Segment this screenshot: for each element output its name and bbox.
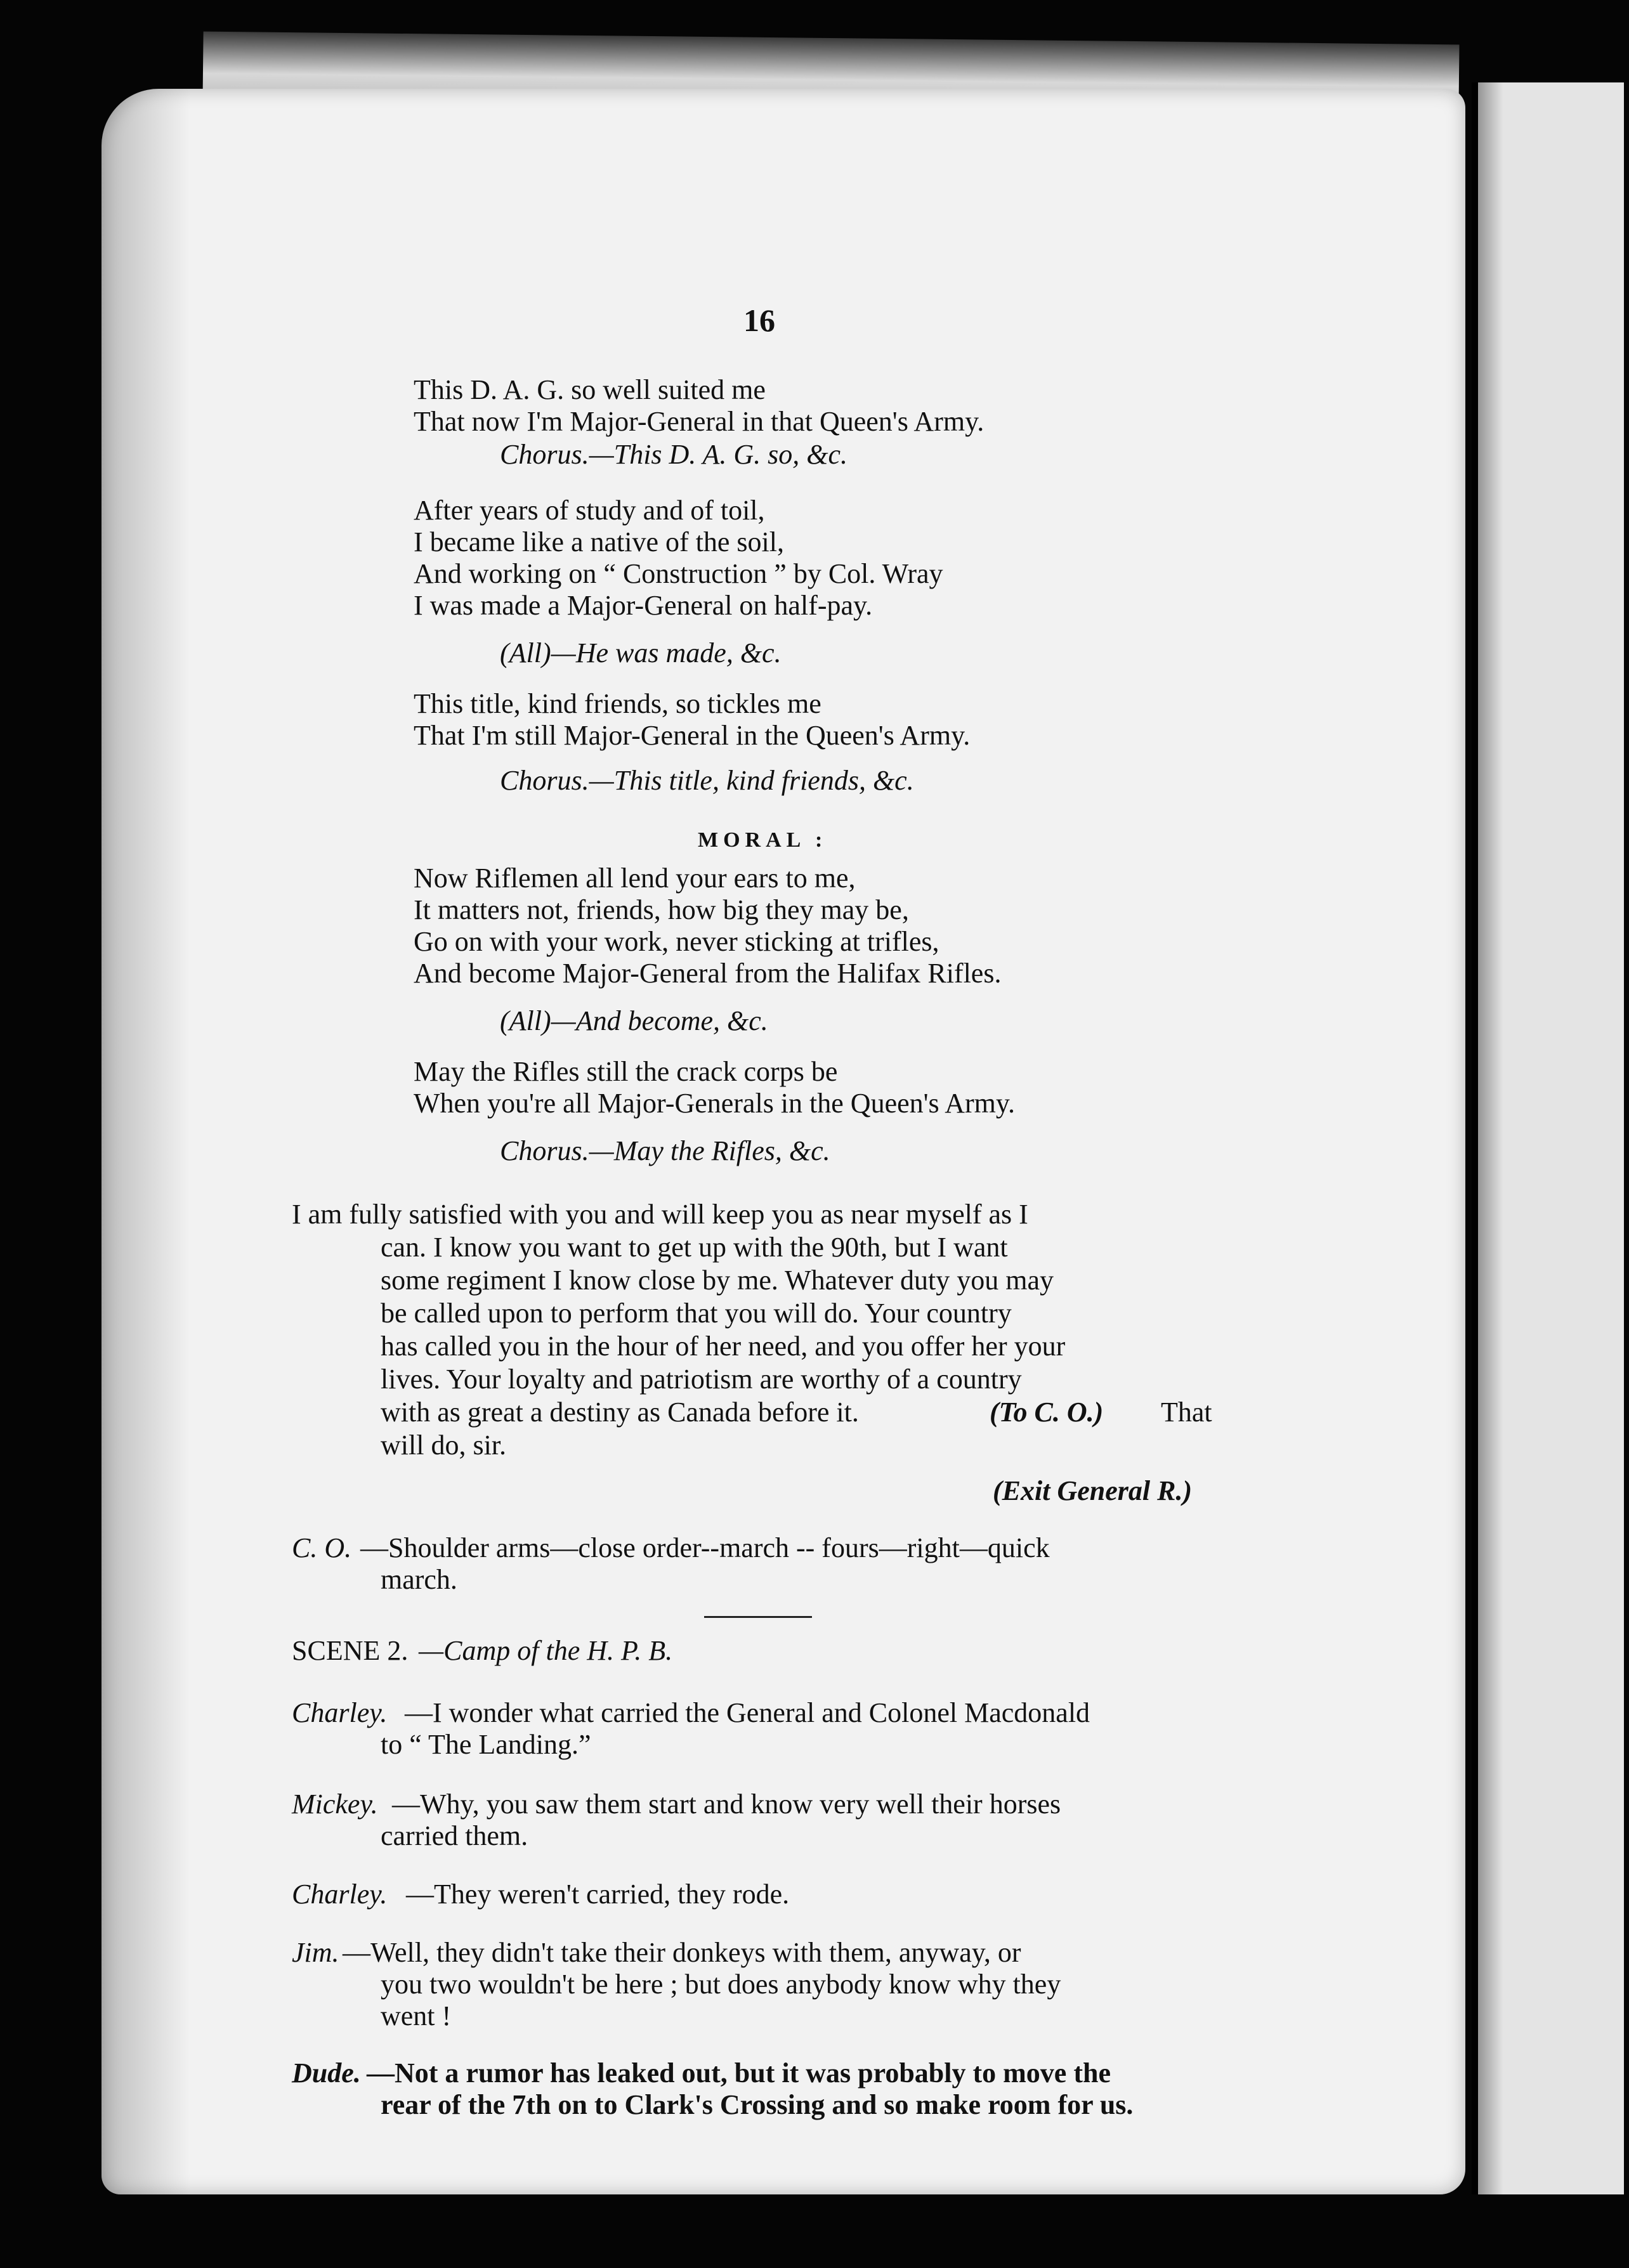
refrain-line: (All)—And become, &c. — [500, 1005, 768, 1036]
verse-line: When you're all Major-Generals in the Queen's Army. — [414, 1088, 1016, 1119]
speech-line: has called you in the hour of her need, and you offer her your — [381, 1331, 1066, 1362]
verse-line: Go on with your work, never sticking at trifles, — [414, 926, 939, 957]
scene-label: SCENE 2. — [292, 1635, 409, 1666]
verse-line: This D. A. G. so well suited me — [414, 374, 766, 405]
dialogue-line: —They weren't carried, they rode. — [406, 1879, 790, 1910]
speech-line: some regiment I know close by me. Whatever duty you may — [381, 1265, 1054, 1296]
dialogue-line: went ! — [381, 2000, 452, 2031]
exit-direction: (Exit General R.) — [993, 1475, 1193, 1506]
speaker-label: Charley. — [292, 1697, 388, 1728]
verse-line: May the Rifles still the crack corps be — [414, 1056, 838, 1087]
verse-line: That I'm still Major-General in the Queen's Army. — [414, 720, 971, 751]
chorus-line: Chorus.—This title, kind friends, &c. — [500, 765, 914, 796]
verse-line: It matters not, friends, how big they may be, — [414, 894, 909, 925]
speech-line: be called upon to perform that you will do. Your country — [381, 1298, 1012, 1329]
verse-line: That now I'm Major-General in that Queen's Army. — [414, 406, 985, 437]
dialogue-line: —Why, you saw them start and know very well their horses — [392, 1789, 1061, 1820]
stage-direction: (To C. O.) — [990, 1397, 1104, 1428]
speech-line: with as great a destiny as Canada before it. — [381, 1397, 859, 1428]
speaker-label: Jim. — [292, 1937, 339, 1968]
speech-line: can. I know you want to get up with the 90th, but I want — [381, 1232, 1008, 1263]
dialogue-line: —Not a rumor has leaked out, but it was probably to move the — [367, 2057, 1111, 2089]
command-line: march. — [381, 1564, 457, 1595]
speaker-label: C. O. — [292, 1532, 352, 1563]
moral-heading: MORAL : — [698, 828, 828, 852]
command-line: —Shoulder arms—close order--march -- fours—right—quick — [360, 1532, 1050, 1563]
dialogue-line: —Well, they didn't take their donkeys with them, anyway, or — [343, 1937, 1021, 1968]
speech-line: That — [1161, 1397, 1212, 1428]
speaker-label: Charley. — [292, 1879, 388, 1910]
refrain-line: (All)—He was made, &c. — [500, 637, 782, 668]
page-content — [101, 89, 1465, 2194]
chorus-line: Chorus.—This D. A. G. so, &c. — [500, 439, 848, 470]
scene-title: —Camp of the H. P. B. — [419, 1635, 673, 1666]
speaker-label: Mickey. — [292, 1789, 378, 1820]
facing-page-edge — [1472, 82, 1624, 2194]
speaker-label: Dude. — [292, 2057, 361, 2089]
speech-line: will do, sir. — [381, 1430, 507, 1461]
speech-line: I am fully satisfied with you and will keep you as near myself as I — [292, 1199, 1028, 1230]
verse-line: And working on “ Construction ” by Col. Wray — [414, 558, 943, 589]
dialogue-line: to “ The Landing.” — [381, 1729, 591, 1760]
dialogue-line: rear of the 7th on to Clark's Crossing and so make room for us. — [381, 2089, 1134, 2120]
book-page — [101, 89, 1465, 2194]
verse-line: Now Riflemen all lend your ears to me, — [414, 863, 856, 894]
dialogue-line: carried them. — [381, 1820, 528, 1851]
chorus-line: Chorus.—May the Rifles, &c. — [500, 1135, 830, 1166]
dialogue-line: —I wonder what carried the General and Colonel Macdonald — [405, 1697, 1090, 1728]
verse-line: After years of study and of toil, — [414, 495, 765, 526]
verse-line: I was made a Major-General on half-pay. — [414, 590, 873, 621]
verse-line: And become Major-General from the Halifax Rifles. — [414, 958, 1002, 989]
dialogue-line: you two wouldn't be here ; but does anybody know why they — [381, 1969, 1061, 2000]
page-number: 16 — [743, 303, 775, 338]
speech-line: lives. Your loyalty and patriotism are worthy of a country — [381, 1364, 1022, 1395]
verse-line: I became like a native of the soil, — [414, 526, 784, 557]
verse-line: This title, kind friends, so tickles me — [414, 688, 821, 719]
section-divider — [704, 1616, 812, 1618]
